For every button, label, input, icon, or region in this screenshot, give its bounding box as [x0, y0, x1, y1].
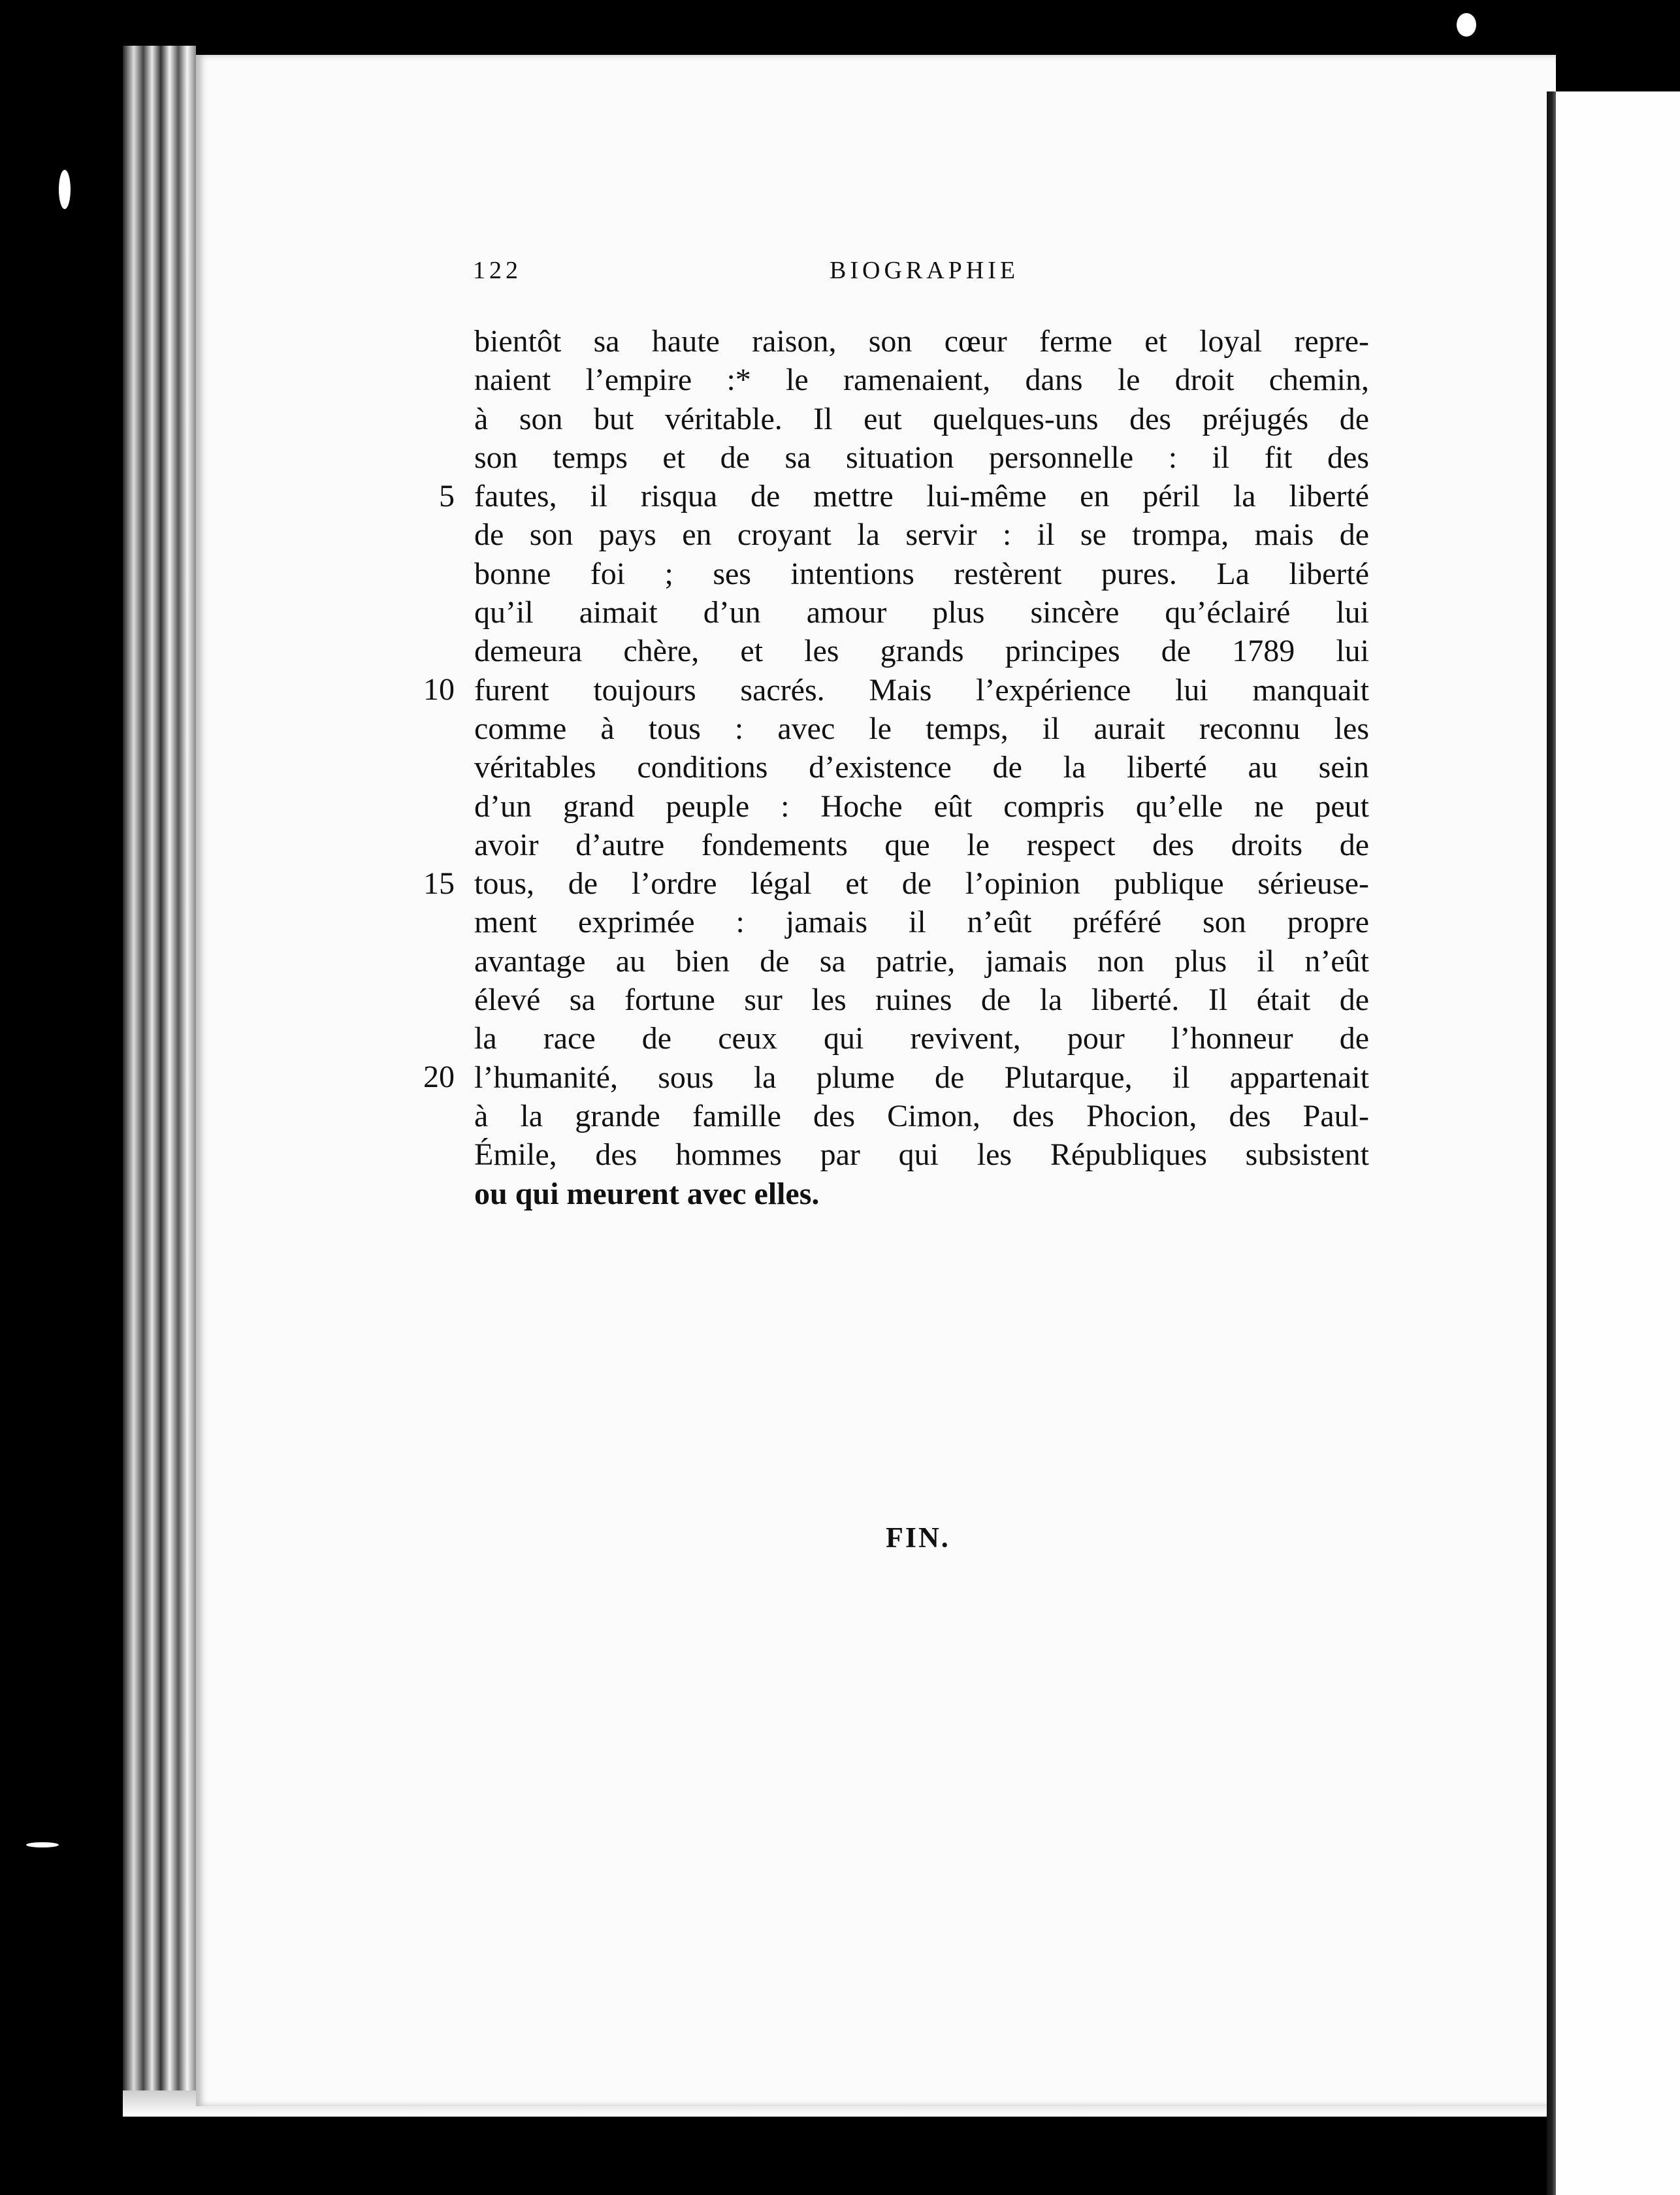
facing-page-edge — [1556, 91, 1680, 2195]
page-number: 122 — [473, 257, 522, 284]
book-edge — [123, 46, 196, 2097]
line-number-15: 15 — [423, 866, 455, 901]
text-line: ou qui meurent avec elles. — [474, 1176, 820, 1211]
line-number-10: 10 — [423, 672, 455, 707]
text-line: bientôt sa haute raison, son cœur ferme et loyal repre- — [474, 324, 1369, 359]
text-line: fautes, il risqua de mettre lui-même en péril la liberté — [474, 479, 1369, 514]
text-line: élevé sa fortune sur les ruines de la liberté. Il était de — [474, 983, 1369, 1018]
text-line: avantage au bien de sa patrie, jamais non plus il n’eût — [474, 943, 1369, 979]
text-line: bonne foi ; ses intentions restèrent pures. La liberté — [474, 556, 1369, 591]
scan-speck — [59, 170, 71, 209]
text-line: son temps et de sa situation personnelle : il fit des — [474, 440, 1369, 475]
text-line: l’humanité, sous la plume de Plutarque, il appartenait — [474, 1060, 1369, 1095]
text-line: à la grande famille des Cimon, des Phocion, des Paul- — [474, 1098, 1369, 1133]
text-line: furent toujours sacrés. Mais l’expérience lui manquait — [474, 672, 1369, 707]
scan-speck — [26, 1842, 59, 1847]
line-number-5: 5 — [439, 479, 455, 513]
text-line: demeura chère, et les grands principes de 1789 lui — [474, 634, 1369, 669]
running-header-title: BIOGRAPHIE — [830, 257, 1020, 284]
text-line: Émile, des hommes par qui les Républiques subsistent — [474, 1137, 1369, 1173]
text-line: de son pays en croyant la servir : il se trompa, mais de — [474, 517, 1369, 553]
text-line: la race de ceux qui revivent, pour l’honneur de — [474, 1021, 1369, 1056]
text-line: véritables conditions d’existence de la liberté au sein — [474, 750, 1369, 785]
end-mark: FIN. — [886, 1521, 950, 1553]
text-line: tous, de l’ordre légal et de l’opinion publique sérieuse- — [474, 866, 1369, 902]
scan-speck — [1457, 13, 1476, 37]
text-line: naient l’empire :* le ramenaient, dans le droit chemin, — [474, 363, 1369, 398]
text-line: ment exprimée : jamais il n’eût préféré son propre — [474, 905, 1369, 940]
body-text — [474, 322, 1369, 1213]
text-line: comme à tous : avec le temps, il aurait reconnu les — [474, 711, 1369, 746]
text-line: qu’il aimait d’un amour plus sincère qu’éclairé lui — [474, 595, 1369, 630]
line-number-20: 20 — [423, 1060, 455, 1094]
text-line: avoir d’autre fondements que le respect des droits de — [474, 827, 1369, 862]
text-line: d’un grand peuple : Hoche eût compris qu’elle ne peut — [474, 789, 1369, 824]
text-line: à son but véritable. Il eut quelques-uns des préjugés de — [474, 401, 1369, 436]
